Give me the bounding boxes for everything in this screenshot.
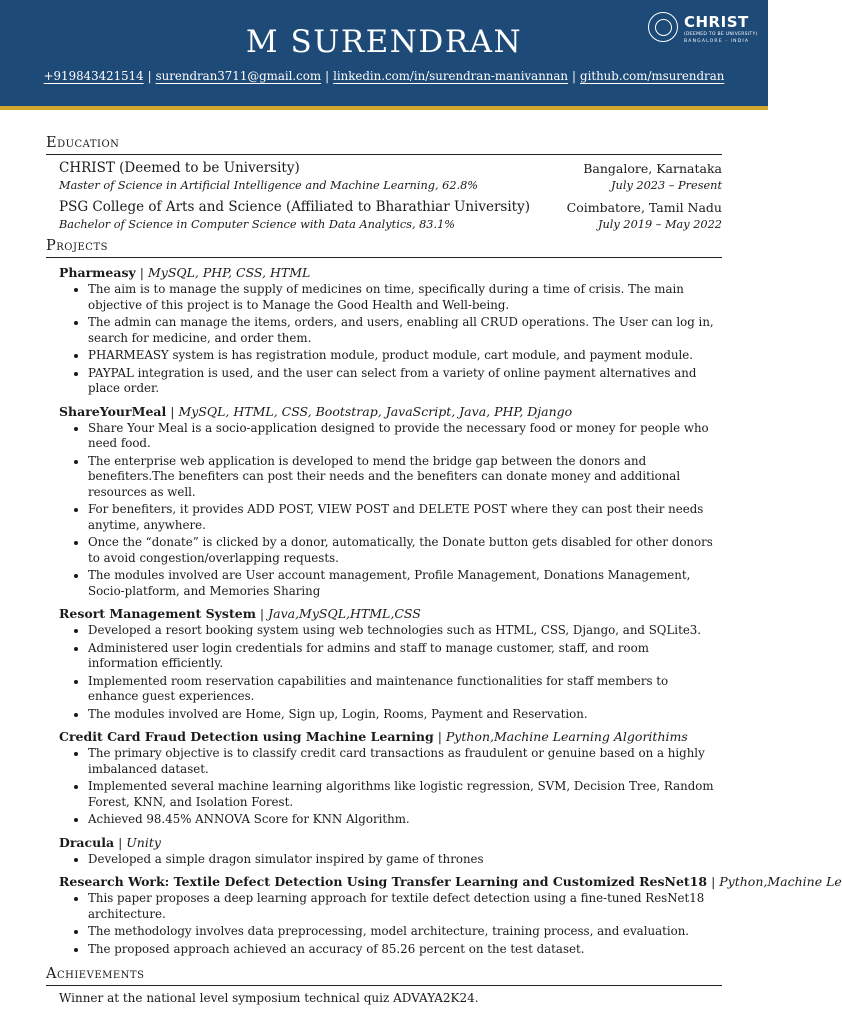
project-name: Research Work: Textile Defect Detection Using Transfer Learning and Customized ResNet18	[59, 874, 708, 889]
project-bullet: • PAYPAL integration is used, and the user can select from a variety of online payment alternatives and place order.	[88, 366, 722, 397]
project-entry	[59, 834, 722, 868]
contact-separator: |	[147, 69, 152, 83]
section-title-achievements: Achievements	[46, 965, 722, 986]
candidate-name: M SURENDRAN	[245, 24, 523, 60]
project-entry	[59, 403, 722, 600]
project-entry	[59, 264, 722, 397]
project-heading	[59, 403, 722, 421]
project-bullet: • Share Your Meal is a socio-application designed to provide the necessary food or money for people who need food.	[88, 421, 722, 452]
education-row	[59, 198, 722, 217]
project-heading	[59, 605, 722, 623]
project-heading	[59, 873, 842, 891]
education-entry	[59, 198, 722, 233]
project-tech-stack: MySQL, HTML, CSS, Bootstrap, JavaScript, Java, PHP, Django	[178, 403, 573, 419]
project-heading	[59, 834, 722, 852]
header-accent-bar	[0, 106, 768, 110]
degree-name: Master of Science in Artificial Intelligence and Machine Learning, 62.8%	[59, 179, 479, 192]
project-bullets	[59, 421, 722, 600]
project-name: Credit Card Fraud Detection using Machine Learning	[59, 729, 434, 744]
project-bullet: • The admin can manage the items, orders, and users, enabling all CRUD operations. The User can log in, search for medicine, and order them.	[88, 315, 722, 346]
achievement-item: Winner at the national level symposium technical quiz ADVAYA2K24.	[59, 991, 479, 1005]
degree-dates: July 2019 – May 2022	[598, 218, 722, 231]
project-bullets	[59, 746, 722, 828]
projects-list	[46, 264, 842, 957]
github-link[interactable]: github.com/msurendran	[580, 69, 725, 83]
project-entry	[59, 605, 722, 722]
logo-subtitle: (DEEMED TO BE UNIVERSITY)	[684, 32, 758, 37]
institution-name: PSG College of Arts and Science (Affiliated to Bharathiar University)	[59, 199, 530, 215]
education-list	[46, 159, 722, 233]
project-bullet: • Achieved 98.45% ANNOVA Score for KNN Algorithm.	[88, 812, 722, 828]
project-heading	[59, 264, 722, 282]
project-bullet: • The primary objective is to classify credit card transactions as fraudulent or genuine based on a highly imbalanced dataset.	[88, 746, 722, 777]
project-bullet: • The proposed approach achieved an accuracy of 85.26 percent on the test dataset.	[88, 942, 722, 958]
institution-location: Coimbatore, Tamil Nadu	[566, 200, 722, 215]
project-heading	[59, 728, 722, 746]
project-separator: |	[711, 874, 716, 889]
contact-separator: |	[325, 69, 330, 83]
project-bullet: • Implemented several machine learning algorithms like logistic regression, SVM, Decision Tree, Random Forest, KNN, and Isolation Forest.	[88, 779, 722, 810]
degree-dates: July 2023 – Present	[611, 179, 722, 192]
logo-location: BANGALORE · INDIA	[684, 39, 750, 44]
project-bullets	[59, 891, 722, 957]
project-tech-stack: Python,Machine Learning Algorithims	[445, 729, 688, 744]
section-title-projects: Projects	[46, 237, 722, 258]
project-separator: |	[437, 729, 442, 744]
education-entry	[59, 159, 722, 194]
project-bullet: • This paper proposes a deep learning approach for textile defect detection using a fine-tuned ResNet18 architecture.	[88, 891, 722, 922]
project-bullet: • The methodology involves data preprocessing, model architecture, training process, and evaluation.	[88, 924, 722, 940]
contact-line	[0, 69, 768, 83]
project-bullet: • The aim is to manage the supply of medicines on time, specifically during a time of crisis. The main objective of this project is to Manage the Good Health and Well-being.	[88, 282, 722, 313]
project-bullets	[59, 623, 722, 722]
project-bullet: • Implemented room reservation capabilities and maintenance functionalities for staff members to enhance guest experiences.	[88, 674, 722, 705]
phone-link[interactable]: +919843421514	[43, 69, 144, 83]
project-bullet: • The enterprise web application is developed to mend the bridge gap between the donors and benefiters.The benefiters can post their needs and the benefiters can donate money and additional resources as well.	[88, 454, 722, 501]
project-bullet: • For benefiters, it provides ADD POST, VIEW POST and DELETE POST where they can post their needs anytime, anywhere.	[88, 502, 722, 533]
project-name: Resort Management System	[59, 606, 256, 621]
project-separator: |	[118, 834, 123, 850]
project-separator: |	[170, 403, 175, 419]
university-logo	[648, 12, 760, 48]
resume-header	[0, 0, 768, 106]
project-bullet: • The modules involved are User account management, Profile Management, Donations Management, Socio-platform, and Memories Sharing	[88, 568, 722, 599]
project-entry	[59, 873, 842, 957]
project-tech-stack: Java,MySQL,HTML,CSS	[268, 606, 421, 621]
project-bullet: • PHARMEASY system is has registration module, product module, cart module, and payment module.	[88, 348, 722, 364]
project-separator: |	[259, 606, 265, 621]
education-row	[59, 178, 722, 194]
project-name: Dracula	[59, 834, 115, 850]
project-bullet: • Developed a simple dragon simulator inspired by game of thrones	[88, 852, 722, 868]
linkedin-link[interactable]: linkedin.com/in/surendran-manivannan	[333, 69, 569, 83]
project-entry	[59, 728, 722, 828]
project-bullet: • Administered user login credentials for admins and staff to manage customer, staff, and room information efficiently.	[88, 641, 722, 672]
degree-name: Bachelor of Science in Computer Science with Data Analytics, 83.1%	[59, 218, 456, 231]
contact-separator: |	[572, 69, 577, 83]
project-tech-stack: Unity	[126, 834, 161, 850]
project-tech-stack: Python,Machine Le	[719, 874, 842, 889]
university-seal-icon	[648, 12, 678, 42]
project-name: ShareYourMeal	[59, 403, 167, 419]
institution-location: Bangalore, Karnataka	[583, 161, 722, 176]
logo-wordmark: CHRIST	[684, 13, 749, 31]
email-link[interactable]: surendran3711@gmail.com	[155, 69, 322, 83]
resume-body	[46, 134, 842, 1006]
project-bullets	[59, 852, 722, 868]
project-bullet: • Once the “donate” is clicked by a donor, automatically, the Donate button gets disabled for other donors to avoid congestion/overlapping requests.	[88, 535, 722, 566]
section-title-education: Education	[46, 134, 722, 155]
project-tech-stack: MySQL, PHP, CSS, HTML	[147, 265, 311, 280]
education-row	[59, 159, 722, 178]
education-row	[59, 217, 722, 233]
project-bullet: • The modules involved are Home, Sign up, Login, Rooms, Payment and Reservation.	[88, 707, 722, 723]
project-bullets	[59, 282, 722, 397]
institution-name: CHRIST (Deemed to be University)	[59, 160, 300, 176]
project-name: Pharmeasy	[59, 265, 136, 280]
project-bullet: • Developed a resort booking system using web technologies such as HTML, CSS, Django, and SQLite3.	[88, 623, 722, 639]
project-separator: |	[139, 265, 144, 280]
